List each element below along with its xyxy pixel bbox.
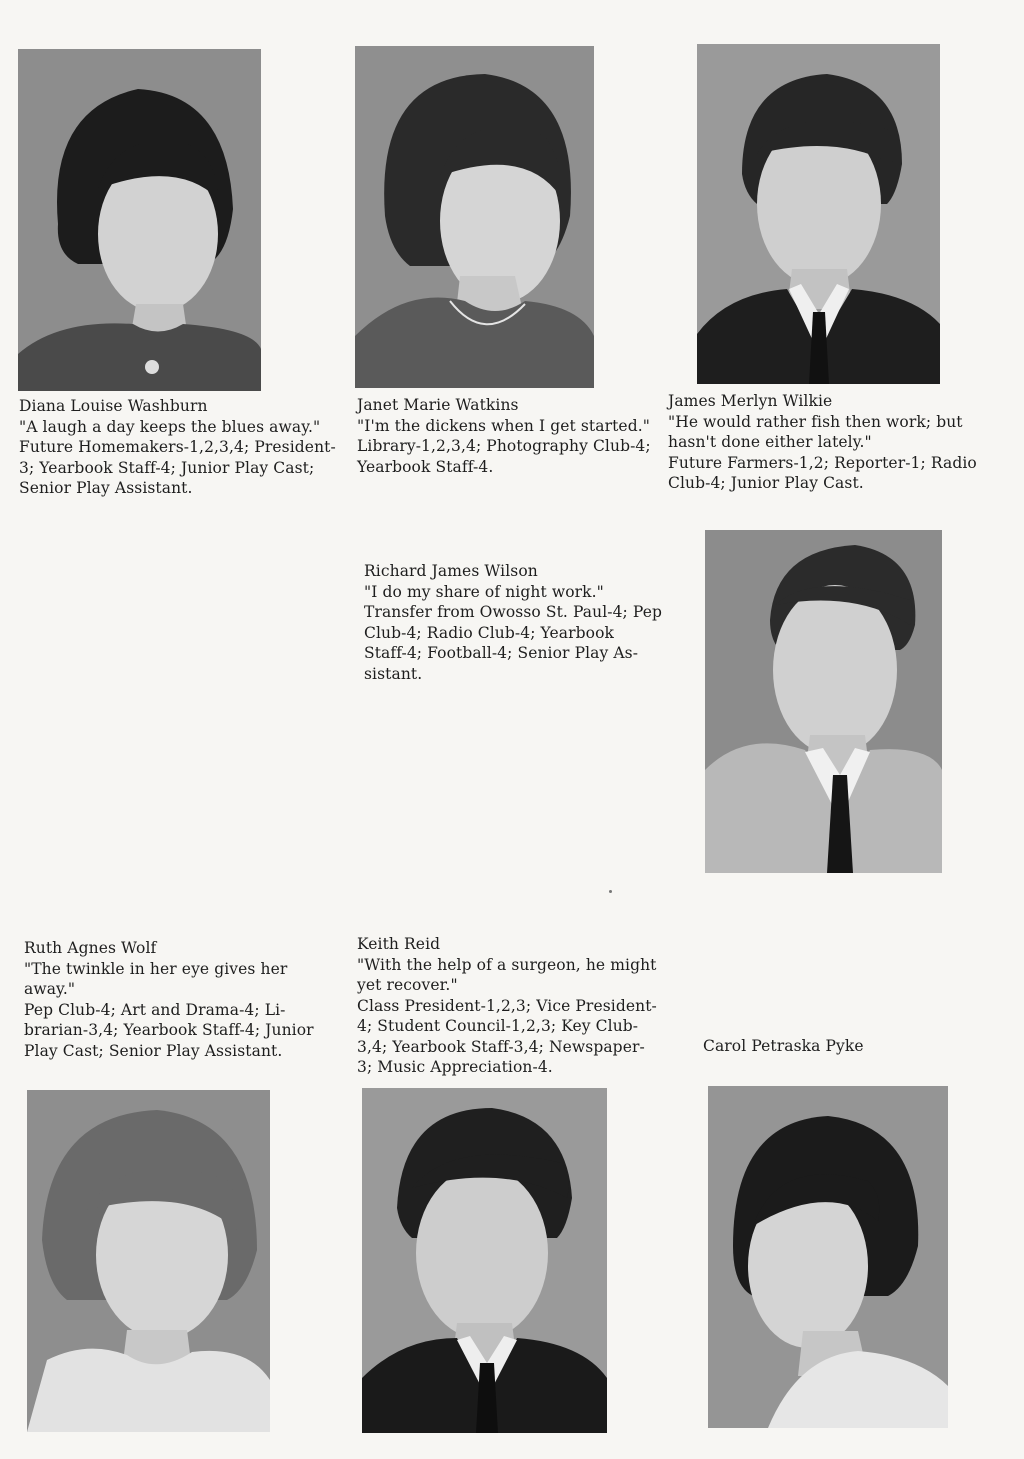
- student-name: James Merlyn Wilkie: [668, 392, 833, 410]
- student-activities: 3; Music Appreciation-4.: [357, 1058, 553, 1076]
- photo-diana-washburn: [18, 49, 261, 391]
- caption-keith-reid: [357, 934, 657, 1078]
- photo-richard-wilson: [705, 530, 942, 873]
- student-name: Ruth Agnes Wolf: [24, 939, 157, 957]
- student-name: Richard James Wilson: [364, 562, 538, 580]
- student-activities: 4; Student Council-1,2,3; Key Club-: [357, 1017, 639, 1035]
- photo-keith-reid: [362, 1088, 607, 1433]
- student-activities: Club-4; Radio Club-4; Yearbook: [364, 623, 615, 642]
- portrait-boy-icon: [697, 44, 940, 384]
- photo-ruth-wolf: [27, 1090, 270, 1432]
- student-activities: Senior Play Assistant.: [19, 479, 193, 497]
- caption-carol-pyke: [703, 1036, 864, 1057]
- portrait-boy-icon: [705, 530, 942, 873]
- student-name: Janet Marie Watkins: [357, 396, 519, 414]
- student-name: Keith Reid: [357, 935, 441, 953]
- student-activities: Class President-1,2,3; Vice President-: [357, 996, 657, 1015]
- student-quote: "The twinkle in her eye gives her: [24, 959, 288, 978]
- student-quote: "A laugh a day keeps the blues away.": [19, 417, 321, 436]
- student-activities: 3; Yearbook Staff-4; Junior Play Cast;: [19, 458, 315, 477]
- photo-janet-watkins: [355, 46, 594, 388]
- caption-james-wilkie: [668, 391, 977, 494]
- student-quote: away.": [24, 980, 76, 998]
- student-quote: "He would rather fish then work; but: [668, 412, 963, 431]
- student-quote: yet recover.": [357, 976, 458, 994]
- student-name: Carol Petraska Pyke: [703, 1037, 864, 1055]
- student-activities: Staff-4; Football-4; Senior Play As-: [364, 644, 639, 662]
- student-activities: Future Farmers-1,2; Reporter-1; Radio: [668, 453, 977, 472]
- portrait-girl-icon: [27, 1090, 270, 1432]
- student-activities: Future Homemakers-1,2,3,4; President-: [19, 438, 336, 456]
- caption-janet-watkins: [357, 395, 651, 477]
- student-activities: Yearbook Staff-4.: [357, 457, 494, 476]
- caption-richard-wilson: [364, 561, 662, 684]
- photo-james-wilkie: [697, 44, 940, 384]
- student-quote: "With the help of a surgeon, he might: [357, 955, 657, 974]
- student-activities: Library-1,2,3,4; Photography Club-4;: [357, 437, 651, 455]
- student-quote: hasn't done either lately.": [668, 433, 872, 451]
- photo-carol-pyke: [708, 1086, 948, 1428]
- student-activities: 3,4; Yearbook Staff-3,4; Newspaper-: [357, 1037, 645, 1056]
- portrait-girl-icon: [708, 1086, 948, 1428]
- portrait-girl-icon: [355, 46, 594, 388]
- student-quote: "I do my share of night work.": [364, 582, 604, 601]
- student-name: Diana Louise Washburn: [19, 397, 208, 415]
- student-quote: "I'm the dickens when I get started.": [357, 416, 650, 435]
- student-activities: sistant.: [364, 664, 423, 683]
- student-activities: Club-4; Junior Play Cast.: [668, 474, 864, 492]
- print-speck: [609, 890, 612, 893]
- portrait-girl-icon: [18, 49, 261, 391]
- student-activities: brarian-3,4; Yearbook Staff-4; Junior: [24, 1021, 314, 1039]
- student-activities: Transfer from Owosso St. Paul-4; Pep: [364, 603, 663, 621]
- caption-diana-washburn: [19, 396, 336, 499]
- student-activities: Play Cast; Senior Play Assistant.: [24, 1041, 283, 1060]
- caption-ruth-wolf: [24, 938, 314, 1061]
- portrait-boy-icon: [362, 1088, 607, 1433]
- student-activities: Pep Club-4; Art and Drama-4; Li-: [24, 1000, 286, 1019]
